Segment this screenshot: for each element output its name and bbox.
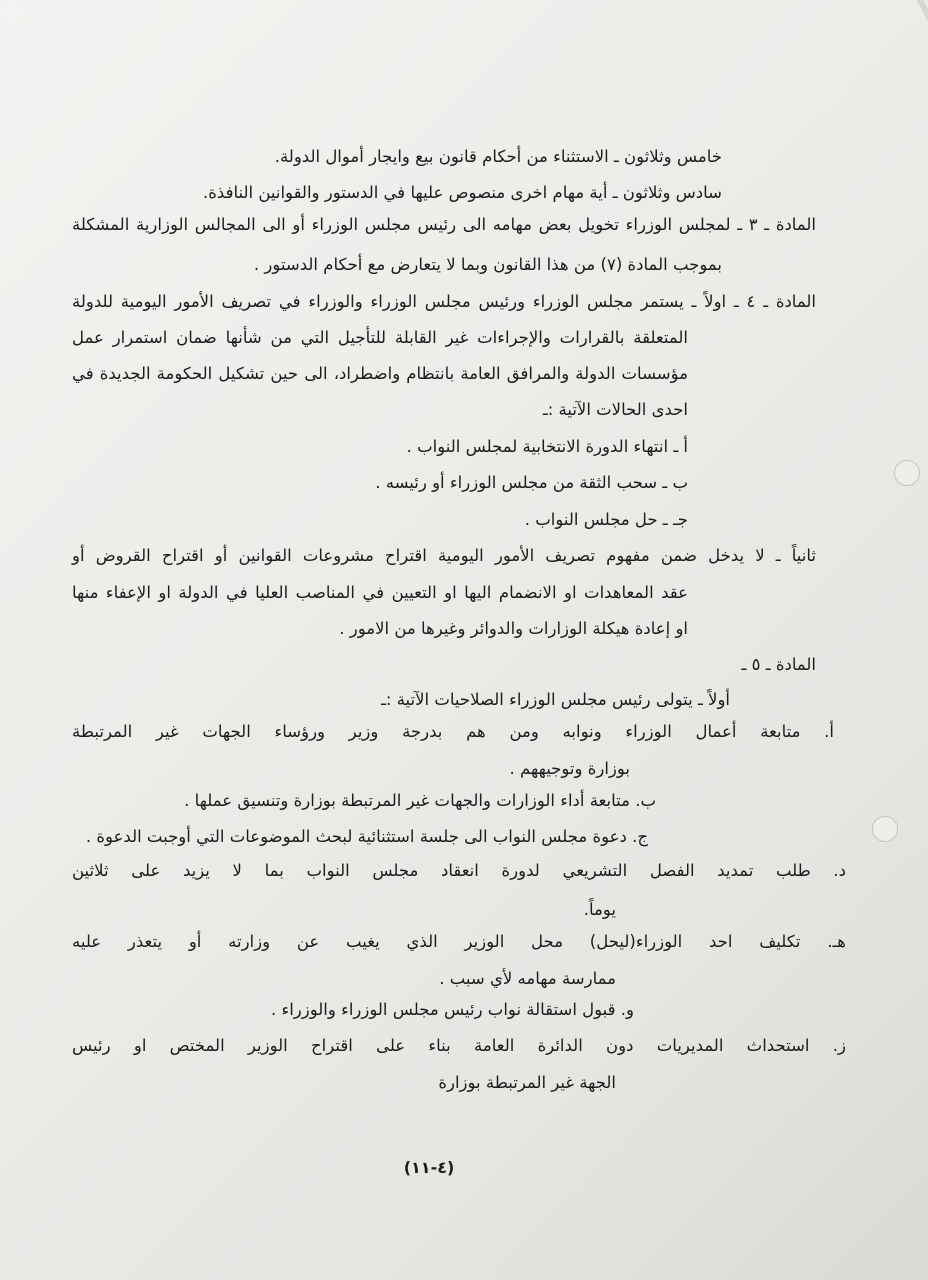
text-line: هـ. تكليف احد الوزراء(ليحل) محل الوزير الذي يغيب عن وزارته أو يتعذر عليه <box>72 932 846 951</box>
punch-hole <box>872 816 898 842</box>
text-line: الجهة غير المرتبطة بوزارة <box>438 1073 616 1092</box>
text-line: جـ ـ حل مجلس النواب . <box>524 510 688 529</box>
text-line: المادة ـ ٥ ـ <box>741 655 816 674</box>
text-line: عقد المعاهدات او الانضمام اليها او التعيين في المناصب العليا في الدولة او الإعفاء منها <box>72 583 688 602</box>
text-line: ممارسة مهامه لأي سبب . <box>439 969 616 988</box>
paper-edge <box>913 0 928 116</box>
page-number: (٤-١١) <box>403 1158 455 1177</box>
text-line: و. قبول استقالة نواب رئيس مجلس الوزراء والوزراء . <box>270 1000 634 1019</box>
text-line: المادة ـ ٤ ـ اولاً ـ يستمر مجلس الوزراء ورئيس مجلس الوزراء والوزراء في تصريف الأمور اليومية للدولة <box>72 292 816 311</box>
text-line: ز. استحداث المديريات دون الدائرة العامة بناء على اقتراح الوزير المختص او رئيس <box>72 1036 846 1055</box>
text-line: ب ـ سحب الثقة من مجلس الوزراء أو رئيسه . <box>375 473 688 492</box>
text-line: ج. دعوة مجلس النواب الى جلسة استثنائية لبحث الموضوعات التي أوجبت الدعوة . <box>85 827 648 846</box>
text-line: احدى الحالات الآتية :ـ <box>542 400 688 419</box>
text-line: يوماً. <box>583 900 616 919</box>
text-line: المتعلقة بالقرارات والإجراءات غير القابلة للتأجيل التي من شأنها ضمان استمرار عمل <box>72 328 688 347</box>
text-line: أولاً ـ يتولى رئيس مجلس الوزراء الصلاحيات الآتية :ـ <box>381 690 730 709</box>
text-line: بوزارة وتوجيههم . <box>509 759 630 778</box>
text-line: مؤسسات الدولة والمرافق العامة بانتظام واضطراد، الى حين تشكيل الحكومة الجديدة في <box>72 364 688 383</box>
text-line: سادس وثلاثون ـ أية مهام اخرى منصوص عليها في الدستور والقوانين النافذة. <box>203 183 722 202</box>
text-line: او إعادة هيكلة الوزارات والدوائر وغيرها من الامور . <box>339 619 688 638</box>
text-line: ثانياً ـ لا يدخل ضمن مفهوم تصريف الأمور اليومية اقتراح مشروعات القوانين أو اقتراح القروض أو <box>72 546 816 565</box>
text-line: أ. متابعة أعمال الوزراء ونوابه ومن هم بدرجة وزير ورؤساء الجهات غير المرتبطة <box>72 722 834 741</box>
text-line: ب. متابعة أداء الوزارات والجهات غير المرتبطة بوزارة وتنسيق عملها . <box>184 791 656 810</box>
text-line: المادة ـ ٣ ـ لمجلس الوزراء تخويل بعض مهامه الى رئيس مجلس الوزراء أو الى المجالس الوزارية المشكلة <box>72 215 816 234</box>
text-line: أ ـ انتهاء الدورة الانتخابية لمجلس النواب . <box>406 437 688 456</box>
text-line: د. طلب تمديد الفصل التشريعي لدورة انعقاد مجلس النواب بما لا يزيد على ثلاثين <box>72 861 846 880</box>
text-line: بموجب المادة (٧) من هذا القانون وبما لا يتعارض مع أحكام الدستور . <box>253 255 722 274</box>
text-line: خامس وثلاثون ـ الاستثناء من أحكام قانون بيع وايجار أموال الدولة. <box>274 147 722 166</box>
punch-hole <box>894 460 920 486</box>
